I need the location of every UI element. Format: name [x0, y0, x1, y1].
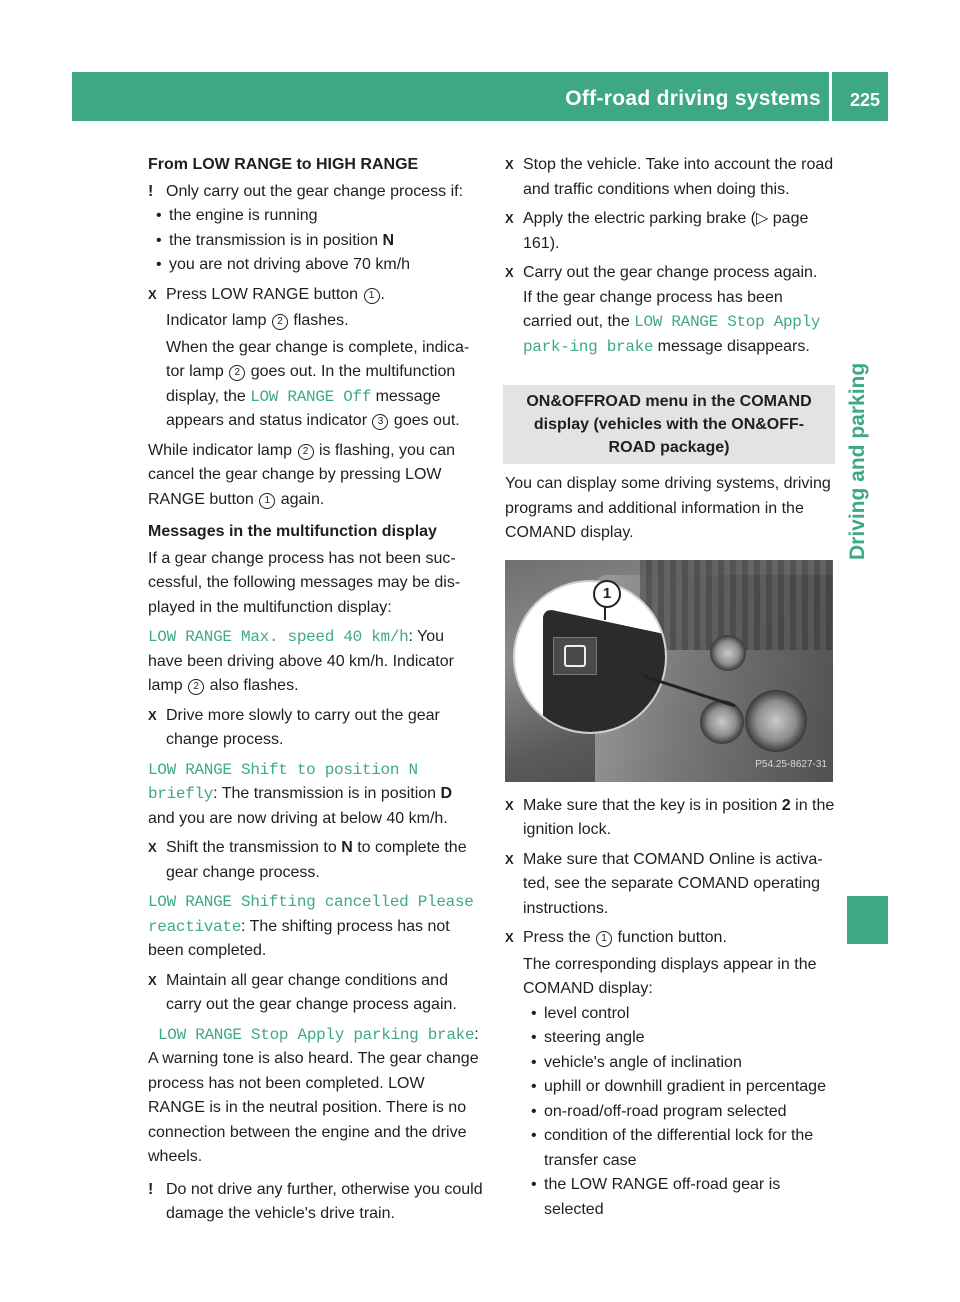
list-item: • steering angle: [523, 1026, 835, 1051]
message-entry: LOW RANGE Stop Apply parking brake: A warning tone is also heard. The gear change process has not been completed. LOW RANGE is in the neutral position. There is no connection between the engine and the drive wheels.: [148, 1025, 479, 1165]
step-arrow-icon: X: [505, 851, 514, 867]
display-message: LOW RANGE Shift to position N briefly: [148, 760, 418, 803]
instruction-step: X Make sure that the key is in position 2 in the ignition lock.: [505, 794, 835, 843]
bullet-icon: •: [156, 256, 162, 273]
list-item: • vehicle's angle of inclination: [523, 1051, 835, 1076]
bullet-icon: •: [156, 207, 162, 224]
bullet-icon: •: [531, 1053, 537, 1071]
step-arrow-icon: X: [148, 286, 157, 302]
list-item: • uphill or downhill gradient in percentage: [523, 1075, 835, 1100]
section-heading-box: ON&OFFROAD menu in the COMAND display (vehicles with the ON&OFF-ROAD package): [503, 385, 835, 464]
bullet-icon: •: [156, 231, 162, 249]
callout-1-label: 1: [593, 580, 621, 608]
callout-2-icon: 2: [298, 444, 314, 460]
display-message: LOW RANGE Max. speed 40 km/h: [148, 628, 409, 646]
display-message: LOW RANGE Stop Apply park-ing brake: [523, 313, 821, 356]
warning-note: ! Only carry out the gear change process if:: [148, 180, 483, 205]
paragraph: While indicator lamp 2 is flashing, you can cancel the gear change by pressing LOW RANGE button 1 again.: [148, 441, 456, 508]
step-arrow-icon: X: [505, 930, 514, 945]
instruction-step: X Apply the electric parking brake (▷ page 161).: [505, 207, 835, 256]
message-entry: LOW RANGE Max. speed 40 km/h: You have been driving above 40 km/h. Indicator lamp 2 also flashes.: [148, 628, 454, 694]
step-arrow-icon: X: [148, 972, 157, 988]
warning-icon: !: [148, 182, 154, 200]
side-label: [846, 140, 888, 840]
heading-messages: Messages in the multifunction display: [148, 523, 437, 540]
callout-1-icon: 1: [364, 288, 380, 304]
bullet-icon: •: [531, 1004, 537, 1022]
bullet-icon: •: [531, 1029, 537, 1046]
controller-knob: [745, 690, 807, 752]
callout-leader: [604, 606, 606, 620]
right-column: [505, 153, 835, 1222]
list-item: • the transmission is in position N: [148, 229, 483, 254]
list-item: • condition of the differential lock for the transfer case: [523, 1124, 835, 1173]
bullet-icon: •: [531, 1127, 537, 1144]
callout-2-icon: 2: [188, 679, 204, 695]
page-number: 225: [849, 90, 880, 110]
instruction-step: X Stop the vehicle. Take into account the road and traffic conditions when doing this.: [505, 153, 835, 202]
bullet-icon: •: [531, 1102, 537, 1120]
step-arrow-icon: X: [505, 157, 514, 172]
list-item: • you are not driving above 70 km/h: [148, 253, 483, 278]
warning-icon: !: [148, 1180, 154, 1198]
left-column: [148, 153, 483, 1227]
bullet-icon: •: [531, 1176, 537, 1193]
callout-1-icon: 1: [596, 931, 612, 947]
header-divider: [829, 72, 832, 121]
list-item: • on-road/off-road program selected: [523, 1100, 835, 1125]
section-title: Off-road driving systems: [565, 87, 821, 110]
offroad-vehicle-icon: [564, 645, 586, 667]
list-item: • level control: [523, 1002, 835, 1027]
controller-knob: [710, 635, 746, 671]
instruction-step: X Drive more slowly to carry out the gear change process.: [148, 704, 483, 753]
step-arrow-icon: X: [505, 211, 514, 226]
bullet-icon: •: [531, 1078, 537, 1095]
page-ref-arrow-icon: ▷: [756, 210, 769, 227]
instruction-step: X Shift the transmission to N to complete the gear change process.: [148, 836, 483, 885]
heading-low-to-high: From LOW RANGE to HIGH RANGE: [148, 156, 419, 173]
step-arrow-icon: X: [505, 265, 514, 280]
magnified-detail: [513, 580, 667, 734]
message-entry: LOW RANGE Shift to position N briefly: The transmission is in position D and you are now driving at below 40 km/h.: [148, 760, 453, 827]
display-message: LOW RANGE Shifting cancelled Please reactivate: [148, 893, 474, 936]
console-photo: [505, 560, 833, 782]
display-message: LOW RANGE Stop Apply parking brake: [158, 1025, 475, 1044]
step-arrow-icon: X: [148, 840, 157, 855]
instruction-step: X Press the 1 function button. The corresponding displays appear in the COMAND display: • level control • steering angle • vehicle's angle of inclination • uphill or downhill gradient in percentage • on-road/off-road program selected • condition of the differential lock for the transfer case • the LOW RANGE off-road gear is selected: [505, 926, 835, 1222]
message-entry: LOW RANGE Shifting cancelled Please reactivate: The shifting process has not been completed.: [148, 893, 474, 959]
controller-knob: [700, 700, 744, 744]
warning-note: ! Do not drive any further, otherwise you could damage the vehicle's drive train.: [148, 1178, 483, 1227]
console-cover: [640, 560, 833, 650]
chapter-label: Driving and parking: [846, 362, 869, 560]
display-message: LOW RANGE Off: [250, 387, 372, 406]
chapter-tab-marker: [847, 896, 888, 944]
page-reference-link[interactable]: page 161).: [523, 210, 809, 252]
instruction-step: X Make sure that COMAND Online is activa-ted, see the separate COMAND operating instructions.: [505, 848, 835, 922]
instruction-step: X Press LOW RANGE button 1 . Indicator lamp 2 flashes. When the gear change is complete, indica-tor lamp 2 goes out. In the multifunction display, the LOW RANGE Off message appears and status indicator 3 goes out.: [148, 283, 483, 434]
list-item: • the engine is running: [148, 204, 483, 229]
step-arrow-icon: X: [148, 707, 157, 723]
header-bar: [72, 72, 888, 121]
callout-3-icon: 3: [372, 414, 388, 430]
instruction-step: X Maintain all gear change conditions and carry out the gear change process again.: [148, 969, 483, 1018]
paragraph: If a gear change process has not been suc-cessful, the following messages may be dis-played in the multifunction display:: [148, 549, 461, 616]
callout-2-icon: 2: [272, 314, 288, 330]
list-item: • the LOW RANGE off-road gear is selected: [523, 1173, 835, 1222]
image-reference: P54.25-8627-31: [755, 759, 827, 770]
instruction-step: X Carry out the gear change process again. If the gear change process has been carried out, the LOW RANGE Stop Apply park-ing brake message disappears.: [505, 261, 835, 359]
callout-1-icon: 1: [259, 493, 275, 509]
step-arrow-icon: X: [505, 797, 514, 813]
paragraph: You can display some driving systems, driving programs and additional information in the COMAND display.: [505, 475, 831, 541]
callout-2-icon: 2: [229, 365, 245, 381]
